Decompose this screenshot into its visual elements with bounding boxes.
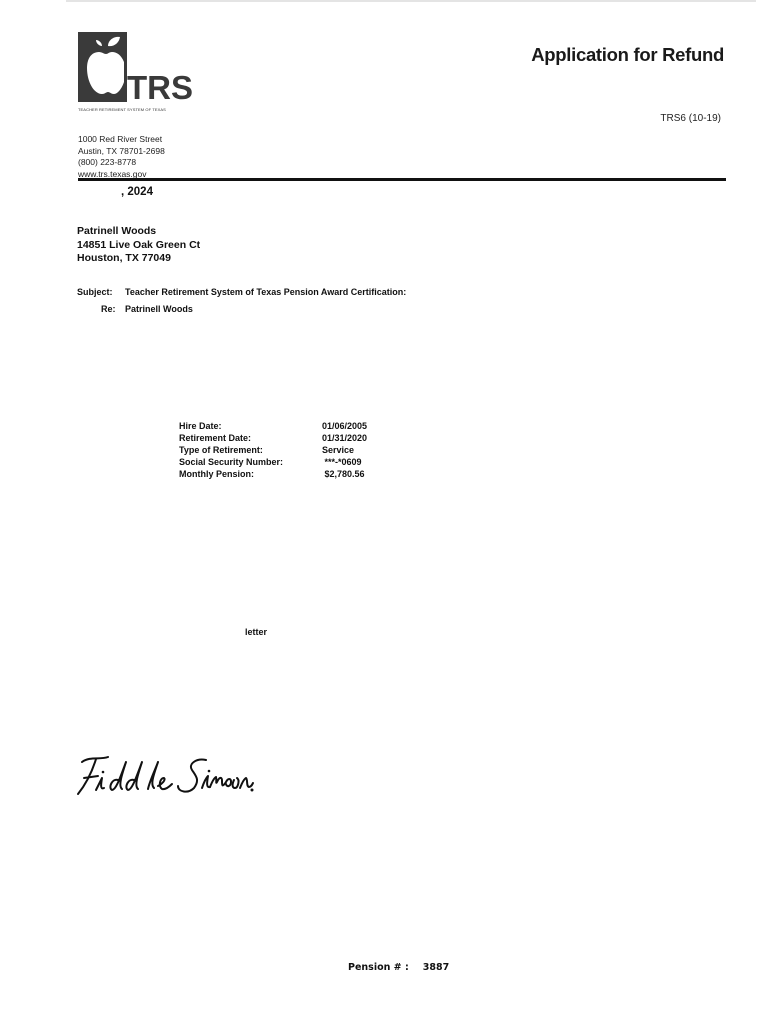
trs-logo [78, 32, 193, 116]
detail-label: Monthly Pension: [179, 469, 254, 479]
address-website: www.trs.texas.gov [78, 168, 147, 179]
detail-label: Retirement Date: [179, 433, 252, 443]
subject-text: Teacher Retirement System of Texas Pension Award Certification: [125, 287, 407, 297]
signature [74, 750, 254, 806]
address-city: Austin, TX 78701-2698 [78, 145, 165, 156]
handwritten-signature-icon [74, 750, 254, 806]
detail-label: Type of Retirement: [179, 445, 263, 455]
address-street: 1000 Red River Street [78, 134, 163, 144]
detail-row-monthly-pension [179, 468, 399, 480]
detail-row-ssn [179, 456, 399, 468]
detail-label: Social Security Number: [179, 457, 284, 467]
detail-value: 01/06/2005 [322, 421, 368, 431]
subject-line [77, 287, 406, 297]
pension-number-footer [348, 962, 449, 973]
recipient-address [77, 225, 200, 266]
recipient-city: Houston, TX 77049 [77, 252, 171, 264]
detail-value: ***-*0609 [322, 457, 362, 467]
document-title: Application for Refund [531, 44, 724, 65]
re-label: Re: [101, 304, 116, 314]
detail-value: $2,780.56 [322, 469, 365, 479]
body-text: letter [245, 627, 268, 637]
pension-number-value: 3887 [422, 962, 450, 973]
letter-date: , 2024 [121, 186, 153, 198]
pension-number-label: Pension # : [348, 962, 409, 973]
re-text: Patrinell Woods [125, 304, 193, 314]
detail-row-retirement-date [179, 432, 399, 444]
address-phone: (800) 223-8778 [78, 157, 137, 167]
detail-row-retirement-type [179, 444, 399, 456]
form-code: TRS6 (10-19) [660, 113, 721, 124]
recipient-name: Patrinell Woods [77, 225, 157, 237]
re-line [101, 304, 193, 314]
header-divider [78, 178, 726, 181]
pension-details [179, 420, 399, 480]
detail-value: Service [322, 445, 355, 455]
logo-caption: TEACHER RETIREMENT SYSTEM OF TEXAS [78, 107, 166, 112]
trs-apple-logo-icon [78, 32, 193, 116]
detail-label: Hire Date: [179, 421, 222, 431]
subject-label: Subject: [77, 287, 113, 297]
top-edge-rule [66, 0, 756, 2]
detail-row-hire-date [179, 420, 399, 432]
trs-address-block [78, 134, 165, 180]
recipient-street: 14851 Live Oak Green Ct [77, 238, 201, 251]
detail-value: 01/31/2020 [322, 433, 368, 443]
logo-text: TRS [127, 69, 193, 106]
